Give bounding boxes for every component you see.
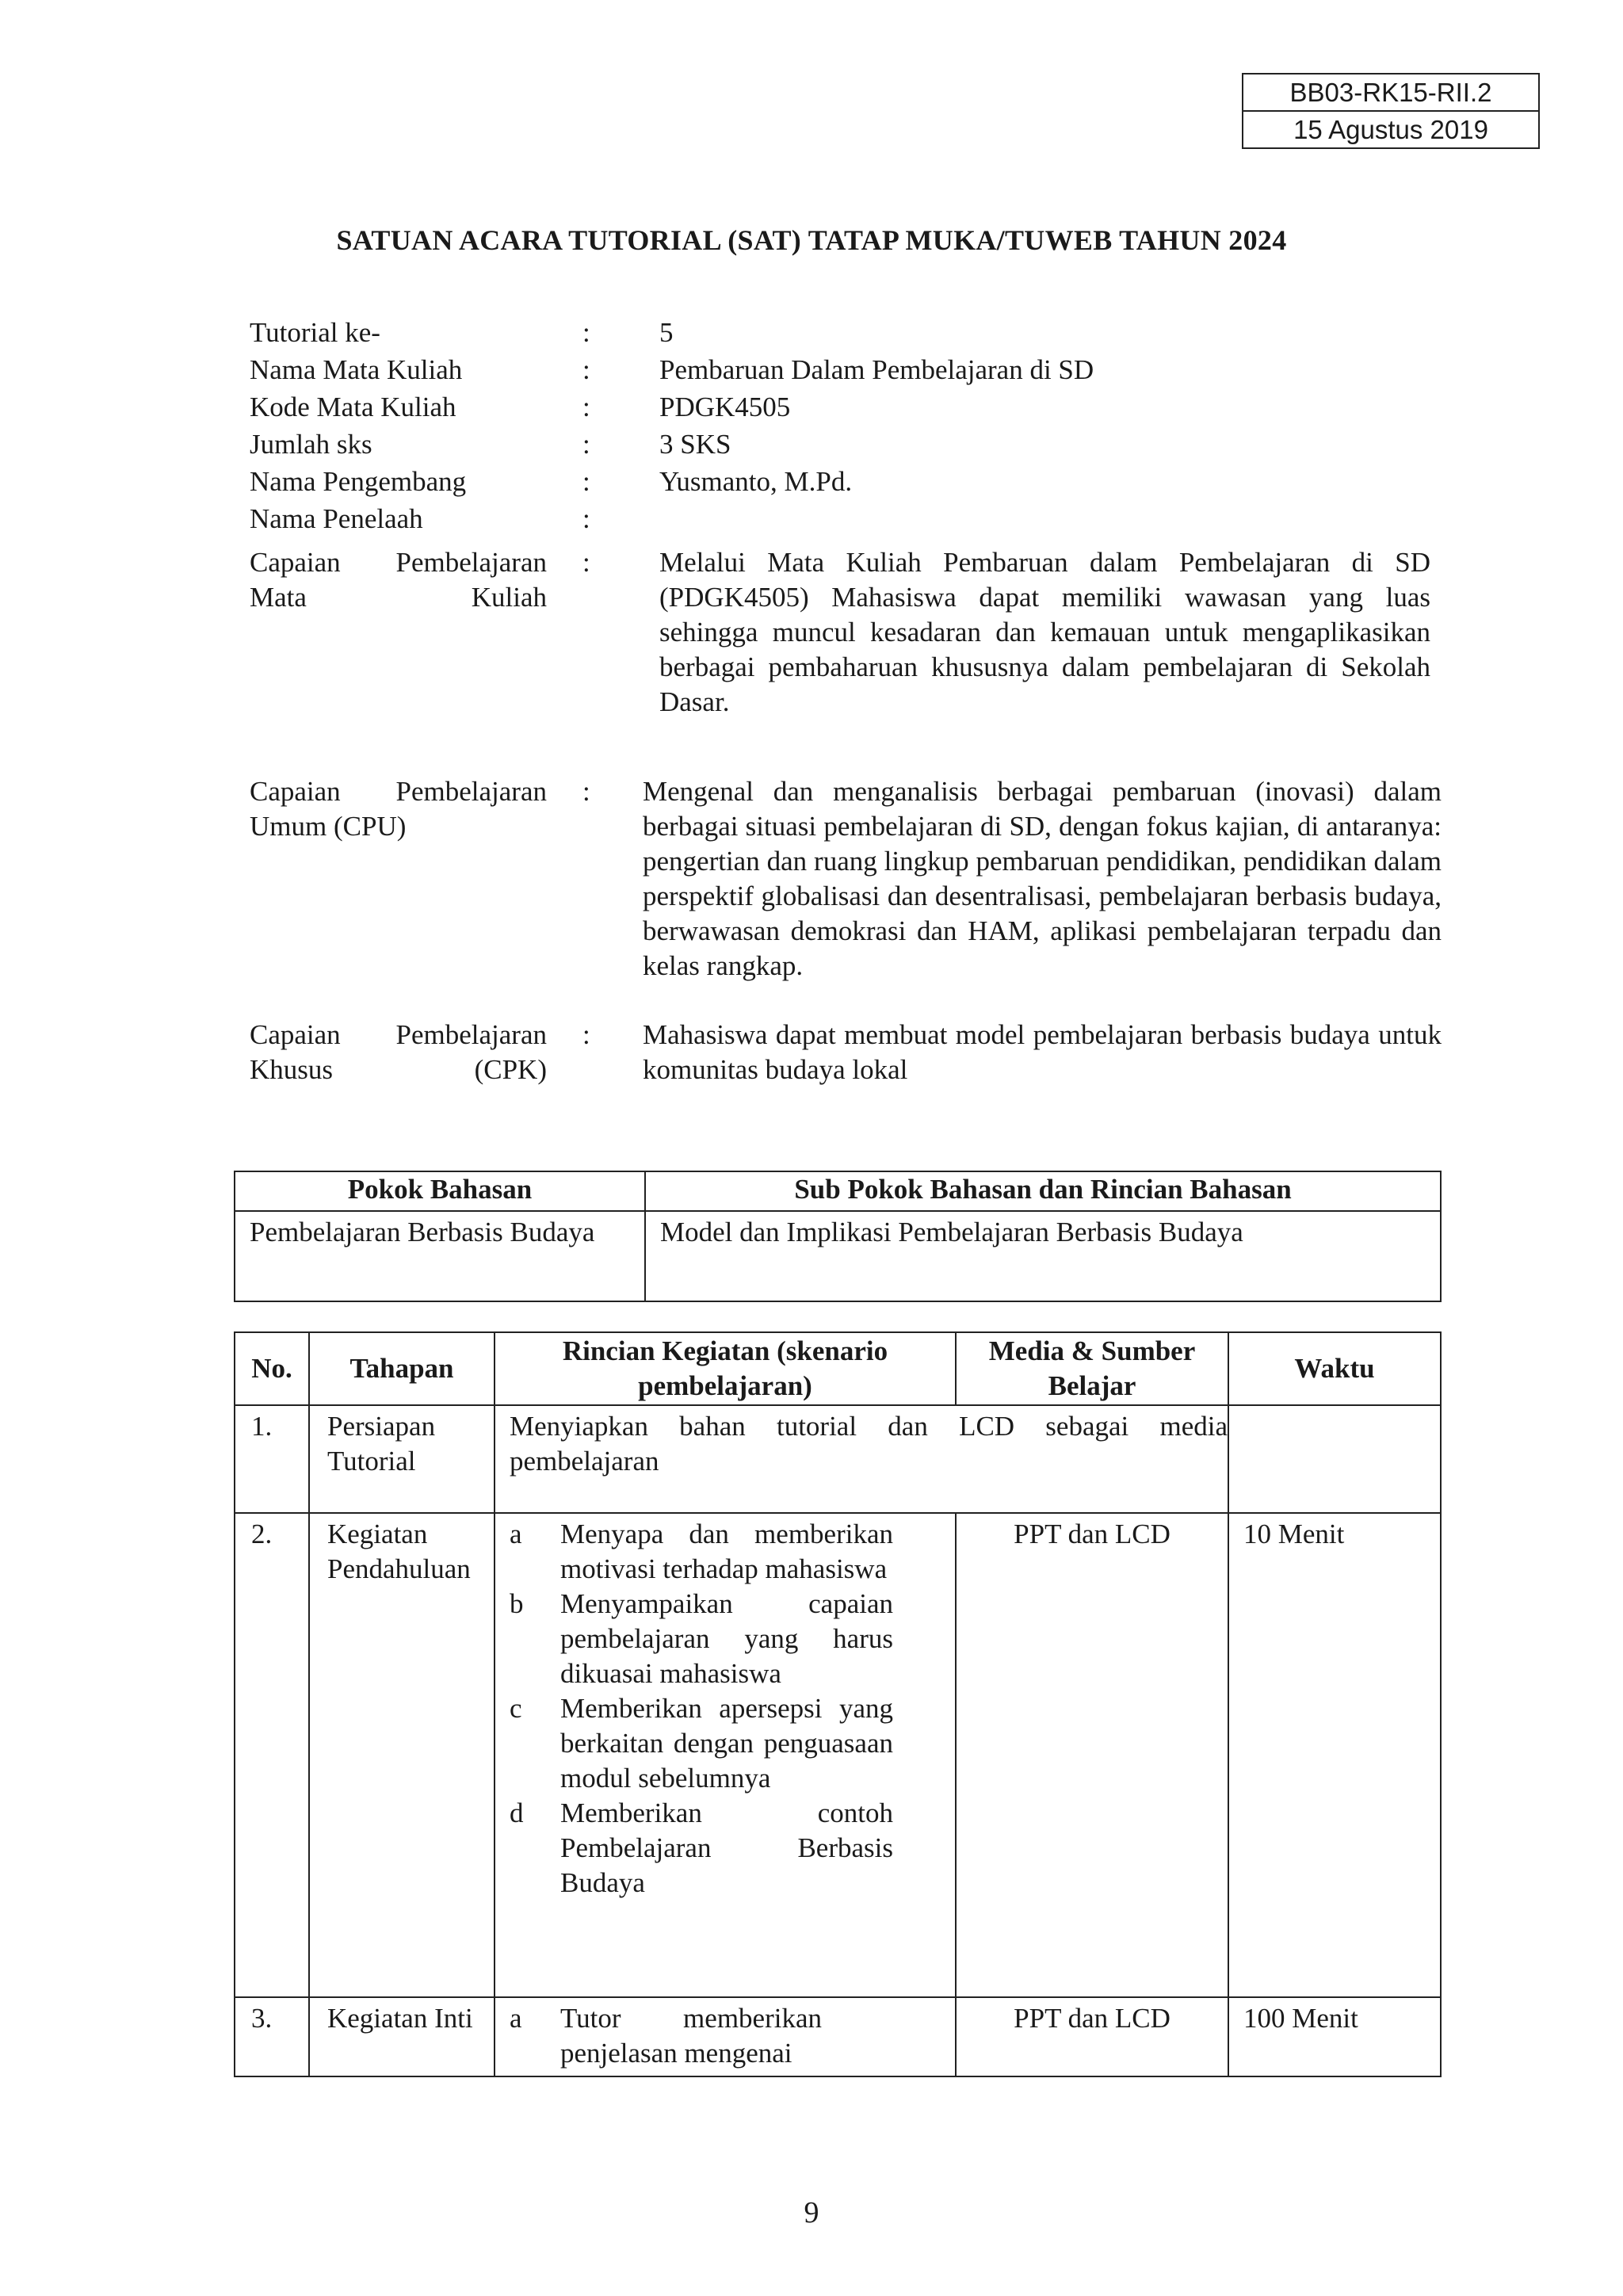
step-letter: b xyxy=(510,1588,524,1619)
row-stage: Kegiatan Pendahuluan xyxy=(309,1513,495,1997)
step-text: Menyampaikan capaian pembelajaran yang harus dikuasai mahasiswa xyxy=(560,1588,893,1689)
cpmk-separator: : xyxy=(582,547,590,578)
meta-separator: : xyxy=(582,429,590,460)
meta-label: Nama Penelaah xyxy=(250,503,423,534)
meta-separator: : xyxy=(582,354,590,385)
list-item xyxy=(495,1796,955,1901)
meta-row-tutorial xyxy=(250,315,1438,353)
row-media: PPT dan LCD xyxy=(956,1513,1228,1997)
meta-value: Yusmanto, M.Pd. xyxy=(659,466,853,497)
meta-value: Pembaruan Dalam Pembelajaran di SD xyxy=(659,354,1094,385)
cpk-block xyxy=(0,1018,1623,1097)
table-row xyxy=(235,1211,1441,1301)
row-number: 3. xyxy=(235,1997,309,2076)
meta-row-credits xyxy=(250,427,1438,464)
column-header: No. xyxy=(235,1332,309,1405)
row-activity xyxy=(495,1513,956,1997)
row-number: 2. xyxy=(235,1513,309,1997)
activity-steps xyxy=(495,1517,955,1901)
meta-value: PDGK4505 xyxy=(659,392,791,422)
meta-separator: : xyxy=(582,466,590,497)
page-number: 9 xyxy=(804,2196,819,2229)
meta-label: Tutorial ke- xyxy=(250,317,380,348)
cpmk-label: Capaian Pembelajaran Mata Kuliah xyxy=(250,547,547,613)
meta-row-course-code xyxy=(250,390,1438,427)
list-item xyxy=(495,1691,955,1796)
table-header-row xyxy=(235,1332,1441,1405)
cpmk-value: Melalui Mata Kuliah Pembaruan dalam Pembelajaran di SD (PDGK4505) Mahasiswa dapat memiliki wawasan yang luas sehingga muncul kesadaran dan kemauan untuk mengaplikasikan berbagai pembaharuan khususnya dalam pembelajaran di Sekolah Dasar. xyxy=(659,547,1430,717)
list-item xyxy=(495,1587,955,1691)
document-code-box xyxy=(1242,73,1540,149)
activity-text: Menyiapkan bahan tutorial dan LCD sebagai media pembelajaran xyxy=(510,1411,1228,1477)
meta-label: Nama Mata Kuliah xyxy=(250,354,463,385)
row-activity xyxy=(495,1997,956,2076)
table-cell: Model dan Implikasi Pembelajaran Berbasis Budaya xyxy=(645,1211,1441,1301)
meta-value: 3 SKS xyxy=(659,429,731,460)
row-activity xyxy=(495,1405,1228,1513)
cpmk-block xyxy=(0,545,1623,720)
row-media: PPT dan LCD xyxy=(956,1997,1228,2076)
cpk-value: Mahasiswa dapat membuat model pembelajaran berbasis budaya untuk komunitas budaya lokal xyxy=(643,1019,1442,1085)
meta-row-course-name xyxy=(250,353,1438,390)
course-info xyxy=(250,315,1438,539)
cpu-block xyxy=(0,774,1623,988)
cpu-value: Mengenal dan menganalisis berbagai pembaruan (inovasi) dalam berbagai situasi pembelajaran di SD, dengan fokus kajian, di antaranya: pengertian dan ruang lingkup pembaruan pendidikan, pendidikan dalam perspektif globalisasi dan desentralisasi, pembelajaran berbasis budaya, berwawasan demokrasi dan HAM, aplikasi pembelajaran terpadu dan kelas rangkap. xyxy=(643,776,1442,981)
meta-separator: : xyxy=(582,392,590,422)
step-text: Memberikan apersepsi yang berkaitan dengan penguasaan modul sebelumnya xyxy=(560,1693,893,1794)
meta-separator: : xyxy=(582,317,590,348)
step-text: Menyapa dan memberikan motivasi terhadap mahasiswa xyxy=(560,1519,893,1584)
row-time: 10 Menit xyxy=(1228,1513,1441,1997)
row-time xyxy=(1228,1405,1441,1513)
meta-row-reviewer xyxy=(250,502,1438,539)
column-header: Tahapan xyxy=(309,1332,495,1405)
step-text: Tutor memberikan penjelasan mengenai xyxy=(560,2003,822,2069)
table-header-row xyxy=(235,1171,1441,1211)
table-row xyxy=(235,1405,1441,1513)
row-stage: Persiapan Tutorial xyxy=(309,1405,495,1513)
page-title: SATUAN ACARA TUTORIAL (SAT) TATAP MUKA/TUWEB TAHUN 2024 xyxy=(336,224,1287,256)
cpk-separator: : xyxy=(582,1019,590,1050)
step-letter: c xyxy=(510,1693,522,1724)
cpk-label: Capaian Pembelajaran Khusus (CPK) xyxy=(250,1019,547,1085)
row-number: 1. xyxy=(235,1405,309,1513)
list-item xyxy=(495,2001,955,2071)
meta-label: Jumlah sks xyxy=(250,429,372,460)
column-header: Media & Sumber Belajar xyxy=(956,1332,1228,1405)
activity-steps xyxy=(495,2001,955,2071)
table-row xyxy=(235,1513,1441,1997)
column-header: Waktu xyxy=(1228,1332,1441,1405)
step-letter: d xyxy=(510,1797,524,1828)
pokok-bahasan-table xyxy=(234,1171,1442,1302)
column-header: Sub Pokok Bahasan dan Rincian Bahasan xyxy=(645,1171,1441,1211)
kegiatan-table xyxy=(234,1331,1442,2077)
meta-label: Kode Mata Kuliah xyxy=(250,392,456,422)
meta-separator: : xyxy=(582,503,590,534)
step-text: Memberikan contoh Pembelajaran Berbasis Budaya xyxy=(560,1797,893,1898)
step-letter: a xyxy=(510,2003,522,2034)
row-stage: Kegiatan Inti xyxy=(309,1997,495,2076)
document-code: BB03-RK15-RII.2 xyxy=(1289,78,1492,107)
cpu-separator: : xyxy=(582,776,590,807)
table-row xyxy=(235,1997,1441,2076)
row-time: 100 Menit xyxy=(1228,1997,1441,2076)
column-header: Rincian Kegiatan (skenario pembelajaran) xyxy=(495,1332,956,1405)
meta-row-developer xyxy=(250,464,1438,502)
column-header: Pokok Bahasan xyxy=(235,1171,645,1211)
meta-value: 5 xyxy=(659,317,674,348)
meta-label: Nama Pengembang xyxy=(250,466,467,497)
list-item xyxy=(495,1517,955,1587)
cpu-label: Capaian Pembelajaran Umum (CPU) xyxy=(250,776,547,842)
step-letter: a xyxy=(510,1519,522,1549)
table-cell: Pembelajaran Berbasis Budaya xyxy=(235,1211,645,1301)
document-date: 15 Agustus 2019 xyxy=(1243,110,1538,147)
